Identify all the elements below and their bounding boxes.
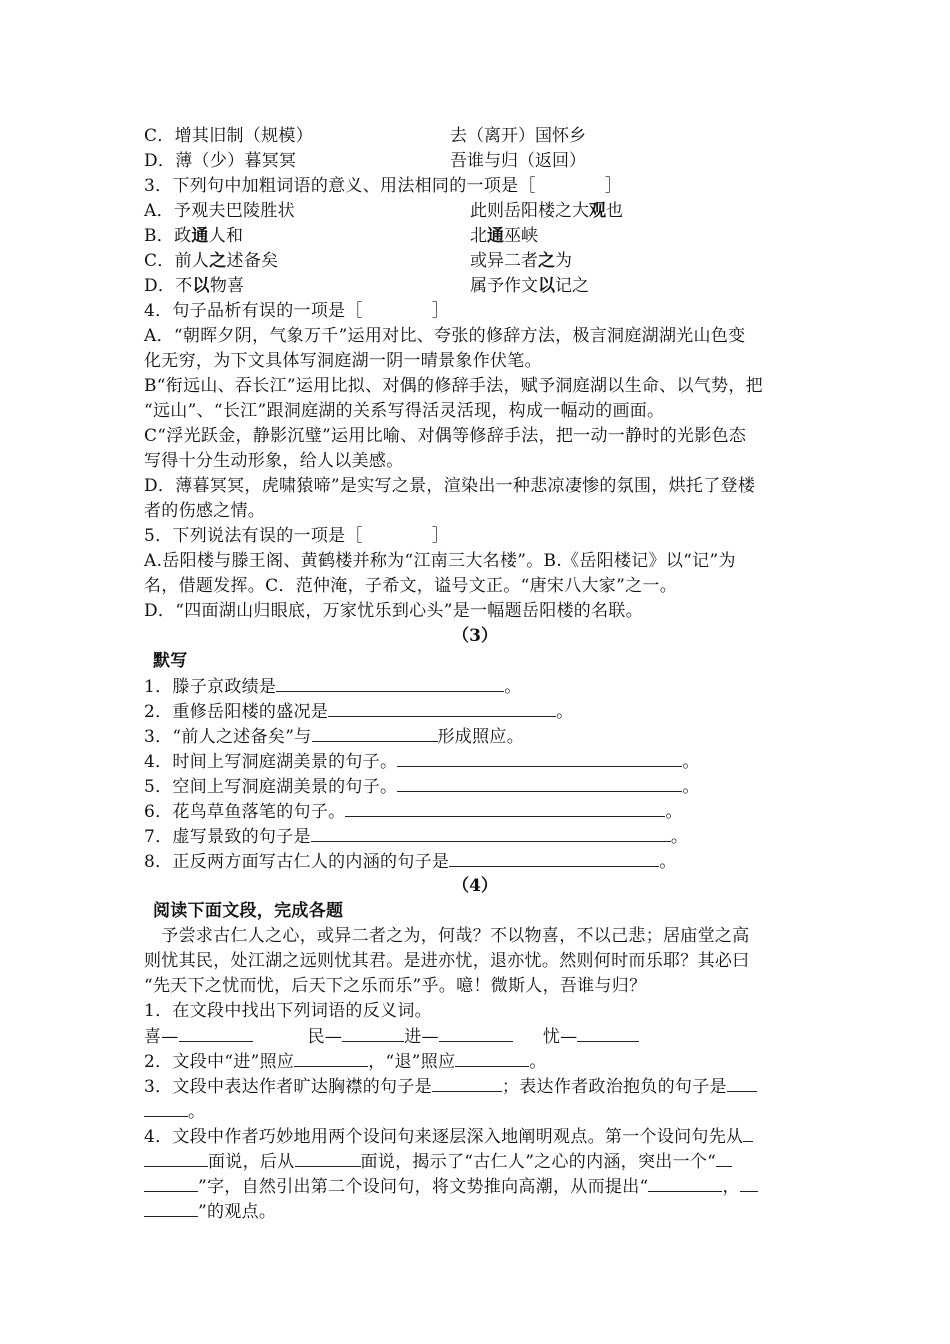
reading-q4-cont: 面说，后从 面说，揭示了“古仁人”之心的内涵，突出一个“ <box>144 1149 732 1174</box>
answer-blank[interactable] <box>397 749 682 767</box>
passage-line: 予尝求古仁人之心，或异二者之为，何哉？不以物喜，不以己悲；居庙堂之高 <box>144 926 750 946</box>
answer-blank[interactable] <box>144 1174 198 1192</box>
section-3-title: 默写 <box>153 651 188 671</box>
answer-blank[interactable] <box>295 1149 361 1167</box>
q3-b-left: B．政通人和 <box>144 226 244 246</box>
q3-d-left: D．不以物喜 <box>144 276 245 296</box>
antonym-row: 喜— 民— 进— 忧— <box>144 1024 639 1049</box>
section-4-title: 阅读下面文段，完成各题 <box>153 901 344 921</box>
answer-blank[interactable] <box>345 799 665 817</box>
passage-line: “先天下之忧而忧，后天下之乐而乐”乎。噫！微斯人，吾谁与归？ <box>144 976 647 996</box>
answer-blank[interactable] <box>144 1099 188 1117</box>
answer-blank[interactable] <box>276 674 504 692</box>
q4-line: A．“朝晖夕阴，气象万千”运用对比、夸张的修辞方法，极言洞庭湖湖光山色变 <box>144 326 746 346</box>
answer-blank[interactable] <box>727 1074 757 1092</box>
q5-line: 名，借题发挥。C．范仲淹，子希文，谥号文正。“唐宋八大家”之一。 <box>144 576 677 596</box>
section-3-number: （3） <box>452 626 498 646</box>
q4-stem: 4．句子品析有误的一项是［ ］ <box>144 301 450 321</box>
q3-c-left: C．前人之述备矣 <box>144 251 279 271</box>
dictation-item-5: 5．空间上写洞庭湖美景的句子。 。 <box>144 774 700 799</box>
answer-blank[interactable] <box>328 699 556 717</box>
answer-blank[interactable] <box>577 1024 639 1042</box>
q5-line: A.岳阳楼与滕王阁、黄鹤楼并称为“江南三大名楼”。B.《岳阳楼记》以“记”为 <box>144 551 736 571</box>
q3-b-right: 北通巫峡 <box>470 226 538 246</box>
q3-a-left: A．予观夫巴陵胜状 <box>144 201 295 221</box>
reading-q3: 3．文段中表达作者旷达胸襟的句子是 ；表达作者政治抱负的句子是 <box>144 1074 757 1099</box>
option-d-left: D．薄（少）暮冥冥 <box>144 151 297 171</box>
dictation-item-3: 3．“前人之述备矣”与 形成照应。 <box>144 724 524 749</box>
q4-line: 写得十分生动形象，给人以美感。 <box>144 451 404 471</box>
answer-blank[interactable] <box>342 1024 404 1042</box>
q5-stem: 5．下列说法有误的一项是［ ］ <box>144 526 450 546</box>
q3-d-right: 属予作文以记之 <box>470 276 589 296</box>
dictation-item-2: 2．重修岳阳楼的盛况是 。 <box>144 699 573 724</box>
answer-blank[interactable] <box>179 1024 253 1042</box>
dictation-item-1: 1．滕子京政绩是 。 <box>144 674 522 699</box>
q4-line: 化无穷，为下文具体写洞庭湖一阴一晴景象作伏笔。 <box>144 351 542 371</box>
answer-blank[interactable] <box>740 1174 758 1192</box>
reading-q2: 2．文段中“进”照应 ，“退”照应 。 <box>144 1049 547 1074</box>
answer-blank[interactable] <box>144 1199 198 1217</box>
answer-blank[interactable] <box>294 1049 368 1067</box>
answer-blank[interactable] <box>716 1149 732 1167</box>
section-4-number: （4） <box>452 876 498 896</box>
q3-c-right: 或异二者之为 <box>470 251 572 271</box>
dictation-item-4: 4．时间上写洞庭湖美景的句子。 。 <box>144 749 700 774</box>
passage-line: 则忧其民，处江湖之远则忧其君。是进亦忧，退亦忧。然则何时而乐耶？其必曰 <box>144 951 750 971</box>
dictation-item-7: 7．虚写景致的句子是 。 <box>144 824 688 849</box>
q3-stem: 3．下列句中加粗词语的意义、用法相同的一项是［ ］ <box>144 176 623 196</box>
answer-blank[interactable] <box>312 724 438 742</box>
option-c-right: 去（离开）国怀乡 <box>450 126 586 146</box>
q4-line: “远山”、“长江”跟洞庭湖的关系写得活灵活现，构成一幅动的画面。 <box>144 401 665 421</box>
answer-blank[interactable] <box>439 1024 513 1042</box>
answer-blank[interactable] <box>311 824 671 842</box>
answer-blank[interactable] <box>144 1149 208 1167</box>
q3-a-right: 此则岳阳楼之大观也 <box>470 201 623 221</box>
q4-line: B“衔远山、吞长江”运用比拟、对偶的修辞手法，赋予洞庭湖以生命、以气势，把 <box>144 376 763 396</box>
option-c-left: C．增其旧制（规模） <box>144 126 314 146</box>
answer-blank[interactable] <box>455 1049 529 1067</box>
answer-blank[interactable] <box>648 1174 722 1192</box>
answer-blank[interactable] <box>449 849 659 867</box>
reading-q1-stem: 1．在文段中找出下列词语的反义词。 <box>144 1001 432 1021</box>
reading-q4-cont: ”的观点。 <box>144 1199 276 1224</box>
answer-blank[interactable] <box>397 774 682 792</box>
reading-q4-cont: ”字，自然引出第二个设问句，将文势推向高潮，从而提出“ ， <box>144 1174 758 1199</box>
q5-line: D．“四面湖山归眼底，万家忧乐到心头”是一幅题岳阳楼的名联。 <box>144 601 644 621</box>
option-d-right: 吾谁与归（返回） <box>450 151 586 171</box>
q4-line: 者的伤感之情。 <box>144 501 266 521</box>
dictation-item-6: 6．花鸟草鱼落笔的句子。 。 <box>144 799 683 824</box>
reading-q3-cont: 。 <box>144 1099 205 1124</box>
answer-blank[interactable] <box>432 1074 502 1092</box>
reading-q4: 4．文段中作者巧妙地用两个设问句来逐层深入地阐明观点。第一个设问句先从 <box>144 1124 753 1149</box>
q4-line: D．薄暮冥冥，虎啸猿啼”是实写之景，渲染出一种悲凉凄惨的氛围，烘托了登楼 <box>144 476 756 496</box>
answer-blank[interactable] <box>743 1124 753 1142</box>
q4-line: C“浮光跃金，静影沉璧”运用比喻、对偶等修辞手法，把一动一静时的光影色态 <box>144 426 747 446</box>
dictation-item-8: 8．正反两方面写古仁人的内涵的句子是 。 <box>144 849 677 874</box>
